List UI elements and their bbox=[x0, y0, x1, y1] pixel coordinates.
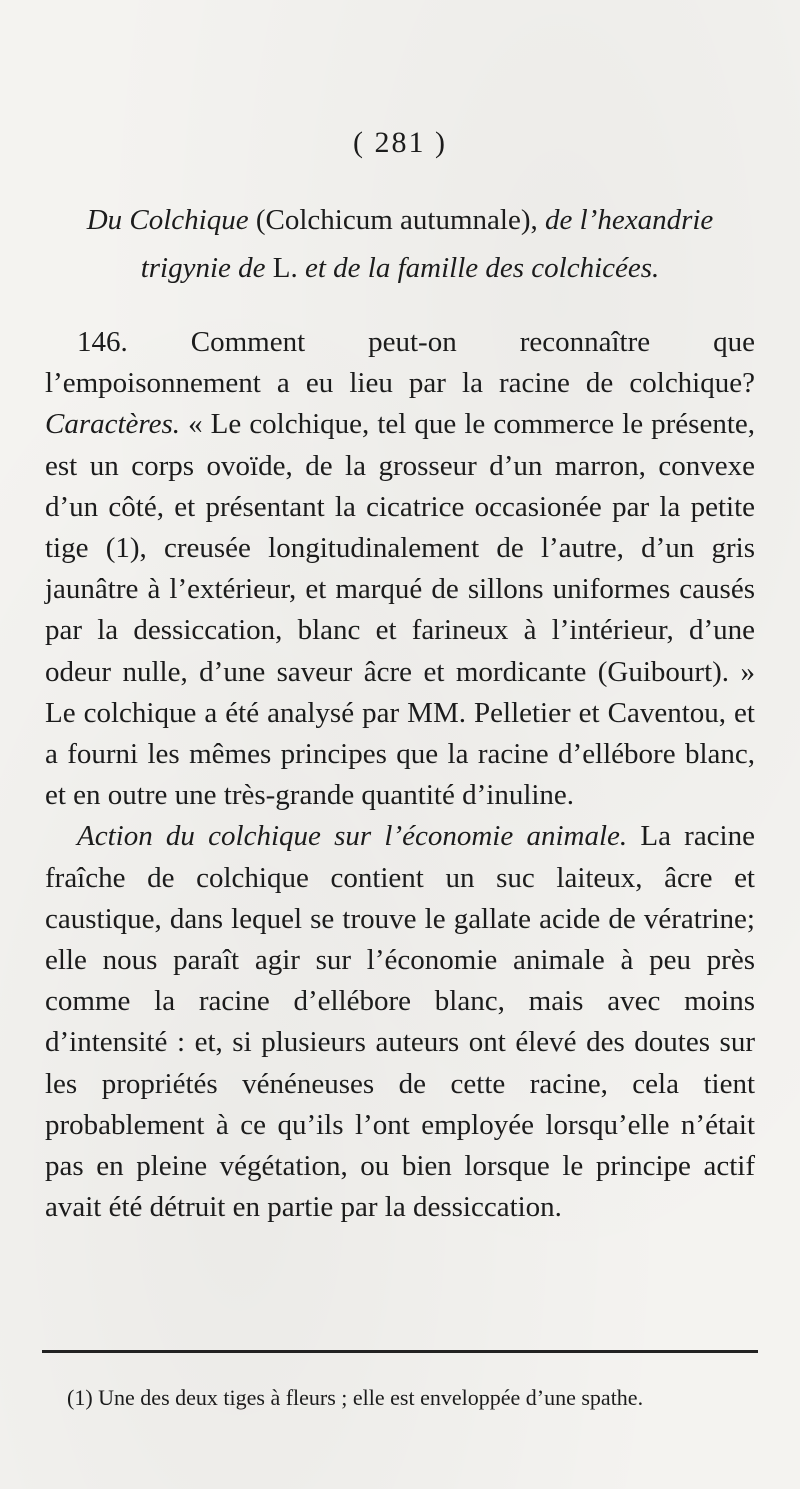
action-label: Action du colchique sur l’économie animale. bbox=[77, 820, 628, 853]
heading-title: Du Colchique bbox=[86, 204, 249, 236]
section-heading bbox=[42, 196, 758, 292]
paragraph-146 bbox=[45, 322, 755, 816]
caracteres-text: « Le colchique, tel que le commerce le présente, est un corps ovoïde, de la grosseur d’un marron, convexe d’un côté, et présentant la cicatrice occasionée par la petite tige (1), creusée longitudinalement de l’autre, d’un gris jaunâtre à l’extérieur, et marqué de sillons uniformes causés par la dessiccation, blanc et farineux à l’intérieur, d’une odeur nulle, d’une saveur âcre et mordicante (Guibourt). » Le colchique a été analysé par MM. Pelletier et Caventou, et a fourni les mêmes principes que la racine d’ellébore blanc, et en outre une très-grande quantité d’inuline. bbox=[45, 408, 755, 812]
heading-family: et de la famille des colchicées. bbox=[304, 252, 660, 284]
heading-author-abbrev: L. bbox=[265, 252, 305, 284]
paragraph-number: 146. bbox=[77, 326, 128, 358]
paragraph-action bbox=[45, 816, 755, 1228]
body-text bbox=[45, 322, 755, 1228]
paragraph-question: Comment peut-on reconnaître que l’empoisonnement a eu lieu par la racine de colchique? bbox=[45, 326, 755, 400]
heading-classification: de l’hexandrie trigynie de bbox=[140, 204, 714, 284]
footnote-divider bbox=[42, 1350, 758, 1353]
page-number: ( 281 ) bbox=[353, 126, 447, 159]
action-text: La racine fraîche de colchique contient un suc laiteux, âcre et caustique, dans lequel se trouve le gallate acide de vératrine; elle nous paraît agir sur l’économie animale à peu près comme la racine d’ellébore blanc, mais avec moins d’intensité : et, si plusieurs auteurs ont élevé des doutes sur les propriétés vénéneuses de cette racine, cela tient probablement à ce qu’ils l’ont employée lorsqu’elle n’était pas en pleine végétation, ou bien lorsque le principe actif avait été détruit en partie par la dessiccation. bbox=[45, 820, 755, 1224]
heading-latin-name: (Colchicum autumnale), bbox=[248, 204, 545, 236]
caracteres-label: Caractères. bbox=[45, 408, 181, 441]
footnote: (1) Une des deux tiges à fleurs ; elle est enveloppée d’une spathe. bbox=[67, 1385, 644, 1410]
